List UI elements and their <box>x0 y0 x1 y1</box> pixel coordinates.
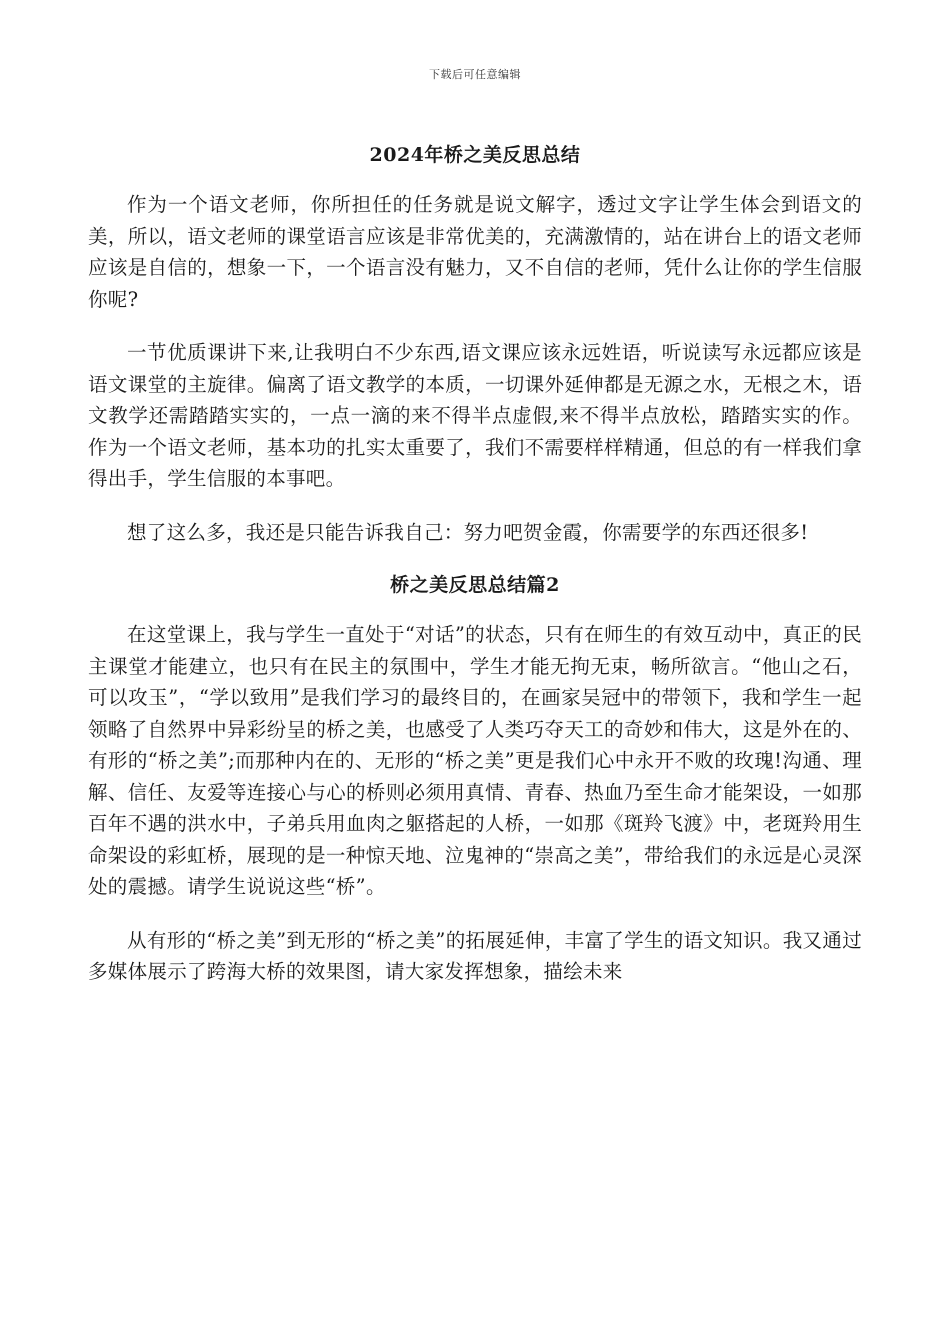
paragraph: 想了这么多，我还是只能告诉我自己：努力吧贺金霞，你需要学的东西还很多! <box>127 520 809 544</box>
paragraph: 一节优质课讲下来,让我明白不少东西,语文课应该永远姓语，听说读写永远都应该是语文课堂的主旋律。偏离了语文教学的本质，一切课外延伸都是无源之水，无根之木，语文教学还需踏踏实实的，一点一滴的来不得半点虚假,来不得半点放松，踏踏实实的作。作为一个语文老师，基本功的扎实太重要了，我们不需要样样精通，但总的有一样我们拿得出手，学生信服的本事吧。 <box>88 341 862 490</box>
paragraph: 作为一个语文老师，你所担任的任务就是说文解字，透过文字让学生体会到语文的美，所以，语文老师的课堂语言应该是非常优美的，充满激情的，站在讲台上的语文老师应该是自信的，想象一下，一个语言没有魅力，又不自信的老师，凭什么让你的学生信服你呢? <box>88 193 862 311</box>
document-body <box>88 140 862 1010</box>
paragraph: 在这堂课上，我与学生一直处于“对话”的状态，只有在师生的有效互动中，真正的民主课堂才能建立，也只有在民主的氛围中，学生才能无拘无束，畅所欲言。“他山之石，可以攻玉”，“学以致用”是我们学习的最终目的，在画家吴冠中的带领下，我和学生一起领略了自然界中异彩纷呈的桥之美，也感受了人类巧夺天工的奇妙和伟大，这是外在的、有形的“桥之美”;而那种内在的、无形的“桥之美”更是我们心中永开不败的玫瑰!沟通、理解、信任、友爱等连接心与心的桥则必须用真情、青春、热血乃至生命才能架设，一如那百年不遇的洪水中，子弟兵用血肉之躯搭起的人桥，一如那《斑羚飞渡》中，老斑羚用生命架设的彩虹桥，展现的是一种惊天地、泣鬼神的“崇高之美”，带给我们的永远是心灵深处的震撼。请学生说说这些“桥”。 <box>88 623 862 898</box>
paragraph: 从有形的“桥之美”到无形的“桥之美”的拓展延伸，丰富了学生的语文知识。我又通过多媒体展示了跨海大桥的效果图，请大家发挥想象，描绘未来 <box>88 928 862 983</box>
header-note: 下载后可任意编辑 <box>429 68 521 81</box>
section-2-heading: 桥之美反思总结篇2 <box>390 574 560 596</box>
document-title: 2024年桥之美反思总结 <box>369 144 581 166</box>
section-1 <box>88 189 862 548</box>
section-2 <box>88 619 862 988</box>
